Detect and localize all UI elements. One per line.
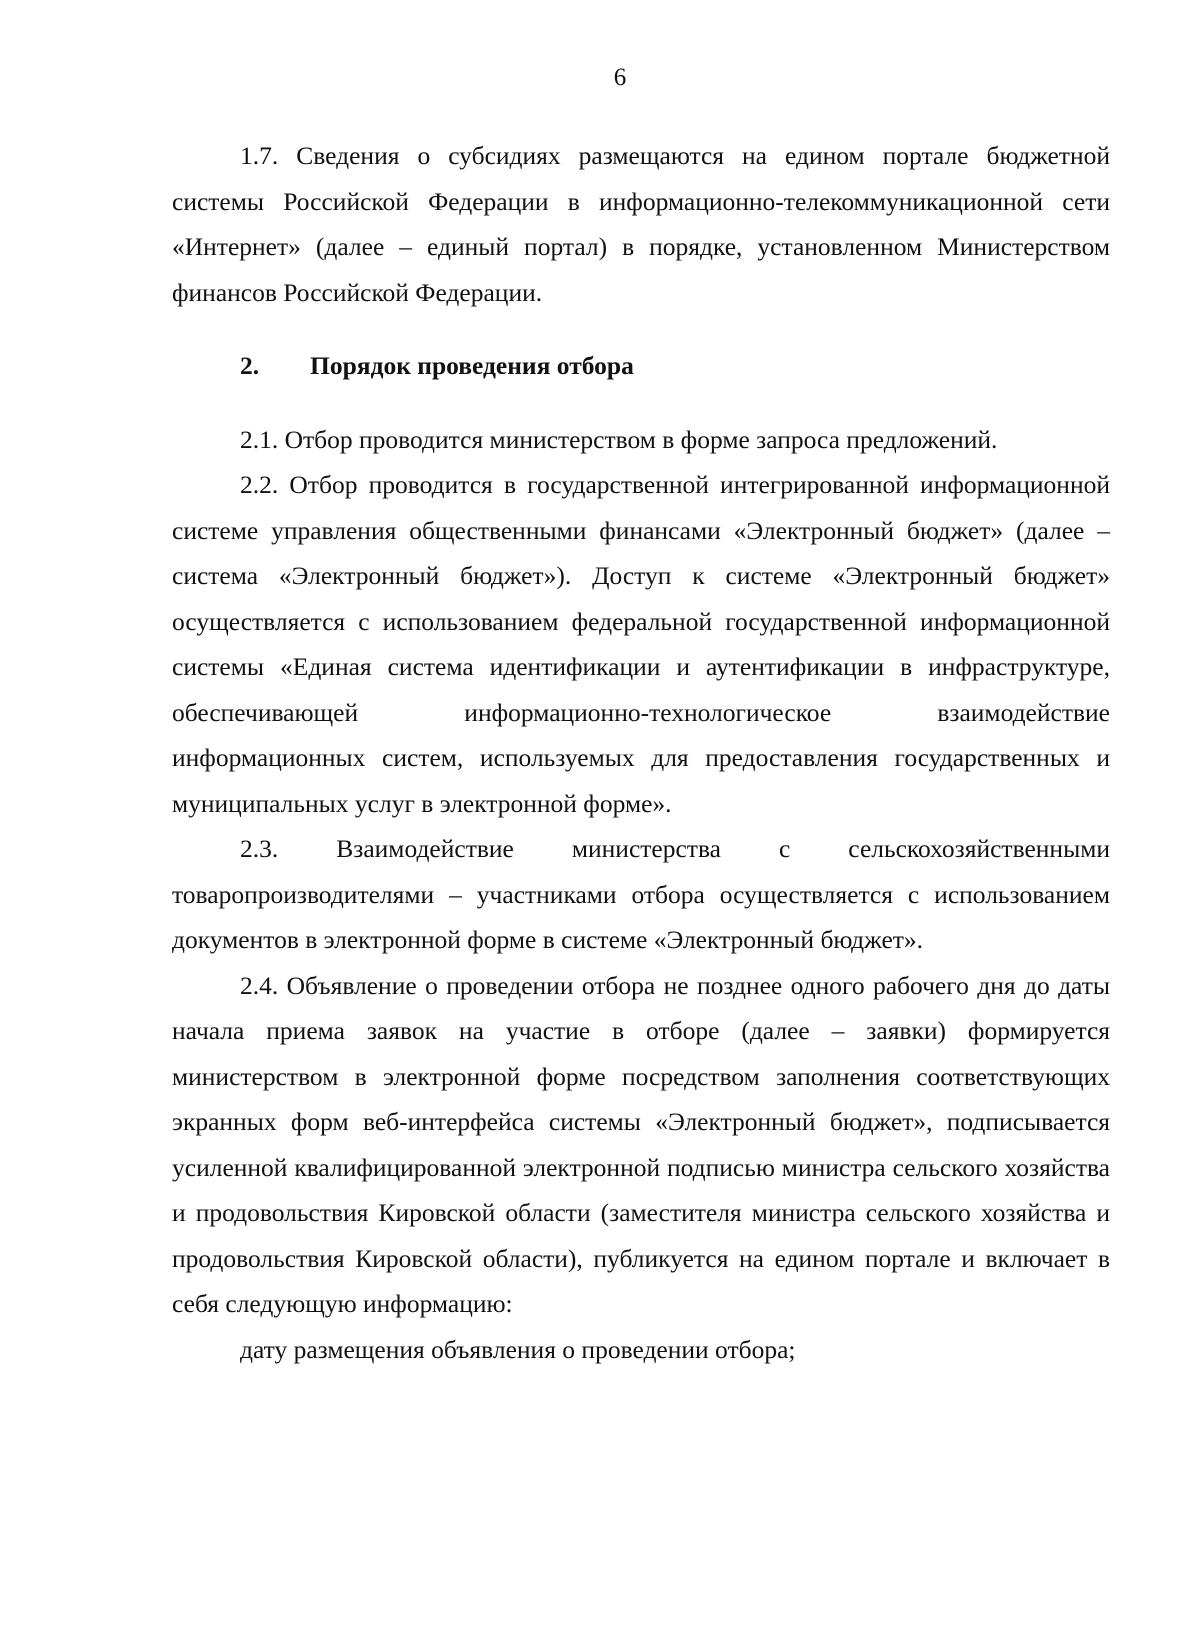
section-title: Порядок проведения отбора <box>310 351 634 380</box>
paragraph-2-2: 2.2. Отбор проводится в государственной интегрированной информационной системе управления общественными финансами «Электронный бюджет» (далее – система «Электронный бюджет»). Доступ к системе «Электронный бюджет» осуществляется с использованием федеральной государственной информационной системы «Единая система идентификации и аутентификации в инфраструктуре, обеспечивающей информационно-технологическое взаимодействие информационных систем, используемых для предоставления государственных и муниципальных услуг в электронной форме». <box>172 470 1110 818</box>
section-heading <box>172 343 1110 389</box>
section-number: 2. <box>240 351 260 380</box>
page-number: 6 <box>613 64 627 91</box>
document-body <box>172 133 1110 1372</box>
list-item-publication-date: дату размещения объявления о проведении отбора; <box>240 1334 796 1364</box>
paragraph-2-1: 2.1. Отбор проводится министерством в форме запроса предложений. <box>240 424 998 454</box>
paragraph-2-3: 2.3. Взаимодействие министерства с сельскохозяйственными товаропроизводителями – участниками отбора осуществляется с использованием документов в электронной форме в системе «Электронный бюджет». <box>172 834 1110 954</box>
paragraph-1-7: 1.7. Сведения о субсидиях размещаются на едином портале бюджетной системы Российской Федерации в информационно-телекоммуникационной сети «Интернет» (далее – единый портал) в порядке, установленном Министерством финансов Российской Федерации. <box>172 141 1110 307</box>
paragraph-2-4: 2.4. Объявление о проведении отбора не позднее одного рабочего дня до даты начала приема заявок на участие в отборе (далее – заявки) формируется министерством в электронной форме посредством заполнения соответствующих экранных форм веб-интерфейса системы «Электронный бюджет», подписывается усиленной квалифицированной электронной подписью министра сельского хозяйства и продовольствия Кировской области (заместителя министра сельского хозяйства и продовольствия Кировской области), публикуется на едином портале и включает в себя следующую информацию: <box>172 970 1110 1318</box>
